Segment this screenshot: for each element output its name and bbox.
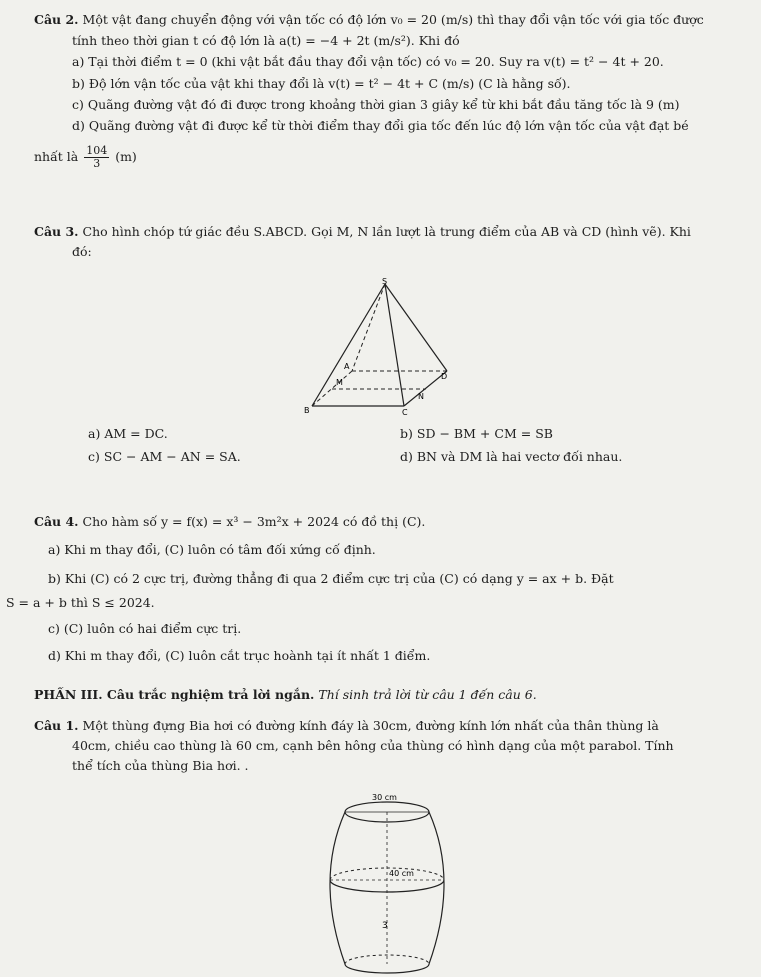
q3-b-op1: −	[439, 426, 450, 441]
q2-d2-fraction	[84, 145, 109, 170]
label-c: C	[402, 408, 408, 416]
pyramid-figure	[300, 276, 450, 416]
q2-option-d-cont	[34, 142, 761, 172]
q3-c-op1: −	[126, 449, 137, 464]
q3-d-vector-bn: $\overline{BN}$	[416, 449, 437, 464]
q3-b-vector-bm: $\overline{BM}$	[453, 426, 476, 441]
label-s: S	[382, 277, 388, 286]
p3q1-line1	[34, 718, 761, 734]
q4-option-b: b) Khi (C) có 2 cực trị, đường thẳng đi qua 2 điểm cực trị của (C) có dạng y = ax + b. Đặt	[48, 571, 614, 586]
q2-option-b: b) Độ lớn vận tốc của vật khi thay đổi là v(t) = t² − 4t + C (m/s) (C là hằng số).	[72, 76, 571, 91]
q4-option-c: c) (C) luôn có hai điểm cực trị.	[48, 621, 242, 636]
edge-sb	[312, 284, 385, 406]
q4-label: Câu 4.	[34, 514, 79, 529]
barrel-bottom-ellipse-front	[345, 964, 429, 973]
q3-b-prefix: b)	[400, 426, 413, 441]
q3-a-vector-dc: $\overline{DC}$	[144, 426, 164, 441]
q3-stem1: Cho hình chóp tứ giác đều S.ABCD. Gọi M, N lần lượt là trung điểm của AB và CD (hình vẽ). Khi	[82, 224, 691, 239]
edge-sa	[352, 284, 385, 371]
q4-option-d: d) Khi m thay đổi, (C) luôn cắt trục hoành tại ít nhất 1 điểm.	[48, 648, 431, 663]
q3-c-vector-sa: $\overline{SA}$	[219, 449, 237, 464]
q2-d2-numerator: 104	[86, 144, 108, 157]
part3-note: Thí sinh trả lời từ câu 1 đến câu 6.	[314, 687, 537, 702]
q3-stem-line1	[34, 224, 761, 240]
q3-option-c	[88, 449, 388, 465]
p3q1-label: Câu 1.	[34, 718, 79, 733]
q3-c-vector-an: $\overline{AN}$	[180, 449, 201, 464]
q3-d-mid: và	[440, 449, 456, 464]
edge-sc	[385, 284, 404, 406]
label-b: B	[304, 406, 310, 415]
q2-d2-prefix: nhất là	[34, 149, 79, 164]
q2-d2-unit: (m)	[115, 149, 137, 164]
q3-option-a	[88, 426, 388, 442]
q3-d-end: là hai vectơ đối nhau.	[486, 449, 623, 464]
q2-d2-denominator: 3	[93, 157, 101, 170]
label-n: N	[418, 392, 424, 401]
q3-a-eq: =	[130, 426, 141, 441]
edge-sd	[385, 284, 447, 371]
q3-a-vector-am: $\overline{AM}$	[104, 426, 127, 441]
q4-option-a: a) Khi m thay đổi, (C) luôn có tâm đối xứng cố định.	[48, 542, 376, 557]
part3-heading-line	[34, 687, 761, 703]
q3-d-prefix: d)	[400, 449, 413, 464]
q3-c-prefix: c)	[88, 449, 100, 464]
q3-stem2: đó:	[72, 244, 92, 259]
q2-stem-line1	[34, 12, 761, 28]
label-a: A	[344, 362, 350, 371]
q3-b-vector-sb: $\overline{SB}$	[535, 426, 553, 441]
q2-stem1: Một vật đang chuyển động với vận tốc có độ lớn v₀ = 20 (m/s) thì thay đổi vận tốc với gia tốc được	[82, 12, 704, 27]
q2-stem2: tính theo thời gian t có độ lớn là a(t) = −4 + 2t (m/s²). Khi đó	[72, 33, 460, 48]
q3-d-vector-dm: $\overline{DM}$	[459, 449, 483, 464]
q4-stem-line	[34, 514, 761, 530]
barrel-label-mid-diameter: 40 cm	[389, 869, 414, 878]
q3-a-end: .	[163, 426, 168, 441]
q3-option-d	[400, 449, 720, 465]
p3q1-line3: thể tích của thùng Bia hơi. .	[72, 758, 249, 773]
q4-stem: Cho hàm số y = f(x) = x³ − 3m²x + 2024 có đồ thị (C).	[82, 514, 426, 529]
q3-a-prefix: a)	[88, 426, 101, 441]
q3-b-eq: =	[520, 426, 532, 441]
q3-c-vector-sc: $\overline{SC}$	[103, 449, 123, 464]
p3q1-text1: Một thùng đựng Bia hơi có đường kính đáy là 30cm, đường kính lớn nhất của thân thùng là	[82, 718, 659, 733]
q3-c-end: .	[236, 449, 241, 464]
barrel-figure	[315, 786, 460, 974]
label-m: M	[336, 378, 343, 387]
q3-b-op2: +	[479, 426, 491, 441]
q3-c-op2: −	[166, 449, 177, 464]
q3-option-b	[400, 426, 700, 442]
q3-b-vector-sd: $\overline{SD}$	[416, 426, 436, 441]
q3-c-eq: =	[204, 449, 216, 464]
q3-c-vector-am: $\overline{AM}$	[140, 449, 163, 464]
q3-b-vector-cm: $\overline{CM}$	[494, 426, 517, 441]
barrel-label-height: 3	[382, 921, 388, 931]
barrel-label-top-diameter: 30 cm	[372, 793, 397, 802]
q2-option-c: c) Quãng đường vật đó đi được trong khoảng thời gian 3 giây kể từ khi bắt đầu tăng tốc là 9 (m)	[72, 97, 680, 112]
q2-option-d: d) Quãng đường vật đi được kể từ thời điểm thay đổi gia tốc đến lúc độ lớn vận tốc của vật đạt bé	[72, 118, 689, 133]
q4-option-b-cont: S = a + b thì S ≤ 2024.	[6, 595, 155, 610]
q3-label: Câu 3.	[34, 224, 79, 239]
q2-label: Câu 2.	[34, 12, 79, 27]
q2-option-a: a) Tại thời điểm t = 0 (khi vật bắt đầu thay đổi vận tốc) có v₀ = 20. Suy ra v(t) = t² − 4t + 20.	[72, 54, 664, 69]
label-d: D	[441, 372, 448, 381]
part3-heading: PHẦN III. Câu trắc nghiệm trả lời ngắn.	[34, 687, 315, 702]
p3q1-line2: 40cm, chiều cao thùng là 60 cm, cạnh bên hông của thùng có hình dạng của một parabol. Tính	[72, 738, 674, 753]
